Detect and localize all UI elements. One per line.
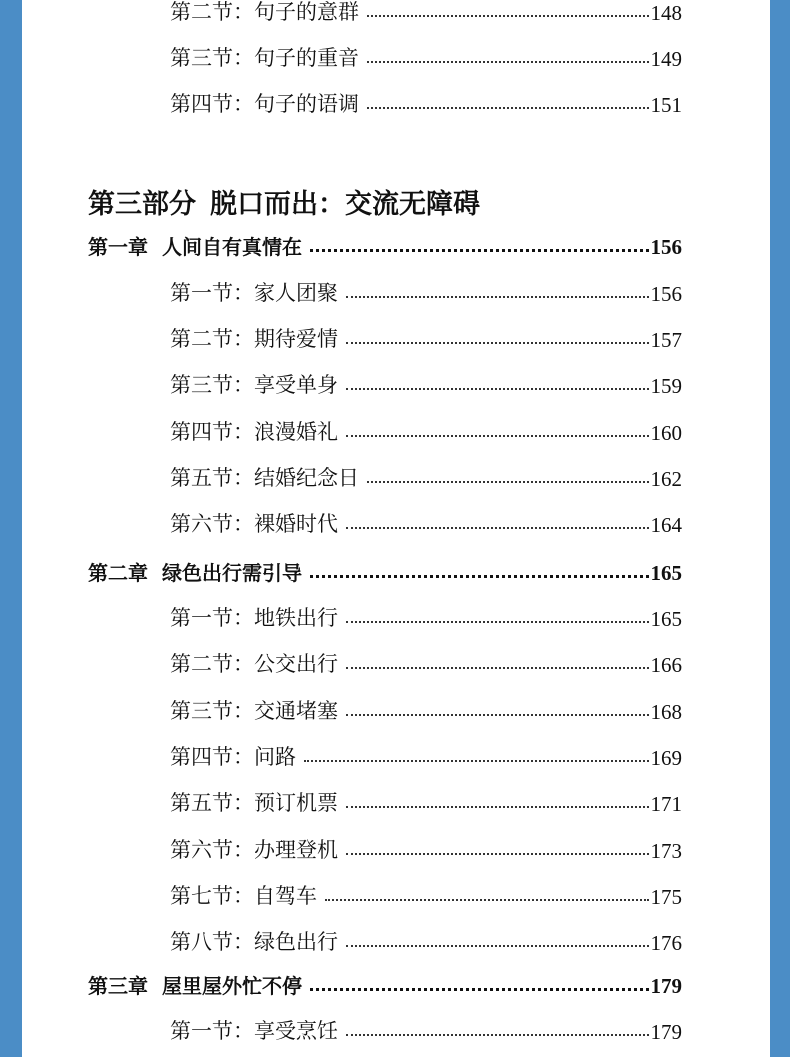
page-number: 149 — [650, 47, 682, 71]
chapter-title: 绿色出行需引导 — [162, 561, 302, 585]
page-number: 148 — [650, 1, 682, 25]
section-label: 第六节：办理登机 — [170, 838, 338, 862]
toc-section-entry[interactable] — [170, 508, 682, 538]
page-number: 157 — [650, 328, 682, 352]
dot-leader — [367, 15, 649, 17]
section-label: 第三节：句子的重音 — [170, 46, 359, 70]
toc-section-entry[interactable] — [170, 602, 682, 632]
dot-leader — [367, 61, 649, 63]
dot-leader — [346, 667, 649, 669]
section-label: 第五节：结婚纪念日 — [170, 466, 359, 490]
toc-section-entry[interactable] — [170, 926, 682, 956]
toc-section-entry[interactable] — [170, 834, 682, 864]
section-label: 第三节：交通堵塞 — [170, 699, 338, 723]
dot-leader — [346, 853, 649, 855]
dot-leader — [346, 296, 649, 298]
toc-page — [22, 0, 770, 1057]
left-border-bar — [0, 0, 22, 1057]
page-number: 169 — [650, 746, 682, 770]
toc-section-entry[interactable] — [170, 648, 682, 678]
page-number: 166 — [650, 653, 682, 677]
dot-leader — [367, 107, 649, 109]
dot-leader — [367, 481, 649, 483]
section-label: 第八节：绿色出行 — [170, 930, 338, 954]
toc-section-entry[interactable] — [170, 277, 682, 307]
page-number: 176 — [650, 931, 682, 955]
right-border-bar — [770, 0, 790, 1057]
page-number: 162 — [650, 467, 682, 491]
toc-section-entry[interactable] — [170, 787, 682, 817]
section-label: 第四节：浪漫婚礼 — [170, 420, 338, 444]
part-title: 脱口而出：交流无障碍 — [210, 189, 480, 220]
dot-leader — [346, 527, 649, 529]
section-label: 第七节：自驾车 — [170, 884, 317, 908]
toc-section-entry[interactable] — [170, 42, 682, 72]
dot-leader — [346, 435, 649, 437]
page-number: 165 — [650, 607, 682, 631]
toc-section-entry[interactable] — [170, 323, 682, 353]
toc-section-entry[interactable] — [170, 741, 682, 771]
chapter-title: 屋里屋外忙不停 — [162, 974, 302, 998]
dot-leader — [346, 1034, 649, 1036]
section-label: 第二节：公交出行 — [170, 652, 338, 676]
section-label: 第一节：享受烹饪 — [170, 1019, 338, 1043]
toc-section-entry[interactable] — [170, 880, 682, 910]
toc-section-entry[interactable] — [170, 88, 682, 118]
dot-leader — [325, 899, 649, 901]
page-number: 165 — [650, 561, 682, 585]
page-number: 156 — [650, 235, 682, 259]
toc-chapter-entry[interactable] — [88, 969, 682, 999]
dot-leader — [310, 249, 649, 252]
toc-section-entry[interactable] — [170, 416, 682, 446]
section-label: 第五节：预订机票 — [170, 791, 338, 815]
chapter-number: 第三章 — [88, 974, 148, 998]
part-heading — [88, 182, 480, 221]
chapter-number: 第一章 — [88, 235, 148, 259]
dot-leader — [304, 760, 649, 762]
chapter-title: 人间自有真情在 — [162, 235, 302, 259]
section-label: 第六节：裸婚时代 — [170, 512, 338, 536]
toc-section-entry[interactable] — [170, 0, 682, 26]
toc-section-entry[interactable] — [170, 462, 682, 492]
section-label: 第四节：句子的语调 — [170, 92, 359, 116]
dot-leader — [346, 621, 649, 623]
page-number: 175 — [650, 885, 682, 909]
page-number: 151 — [650, 93, 682, 117]
page-number: 164 — [650, 513, 682, 537]
page-number: 179 — [650, 1020, 682, 1044]
section-label: 第四节：问路 — [170, 745, 296, 769]
dot-leader — [346, 945, 649, 947]
section-label: 第一节：地铁出行 — [170, 606, 338, 630]
toc-chapter-entry[interactable] — [88, 230, 682, 260]
toc-section-entry[interactable] — [170, 1015, 682, 1045]
section-label: 第三节：享受单身 — [170, 373, 338, 397]
page-number: 173 — [650, 839, 682, 863]
dot-leader — [310, 575, 649, 578]
dot-leader — [346, 806, 649, 808]
page-number: 179 — [650, 974, 682, 998]
chapter-number: 第二章 — [88, 561, 148, 585]
page-number: 171 — [650, 792, 682, 816]
toc-section-entry[interactable] — [170, 695, 682, 725]
dot-leader — [346, 714, 649, 716]
toc-chapter-entry[interactable] — [88, 556, 682, 586]
toc-section-entry[interactable] — [170, 369, 682, 399]
part-number: 第三部分 — [88, 189, 196, 220]
section-label: 第二节：期待爱情 — [170, 327, 338, 351]
section-label: 第一节：家人团聚 — [170, 281, 338, 305]
dot-leader — [346, 342, 649, 344]
dot-leader — [346, 388, 649, 390]
page-number: 156 — [650, 282, 682, 306]
page-number: 168 — [650, 700, 682, 724]
dot-leader — [310, 988, 649, 991]
section-label: 第二节：句子的意群 — [170, 0, 359, 24]
page-number: 160 — [650, 421, 682, 445]
page-number: 159 — [650, 374, 682, 398]
